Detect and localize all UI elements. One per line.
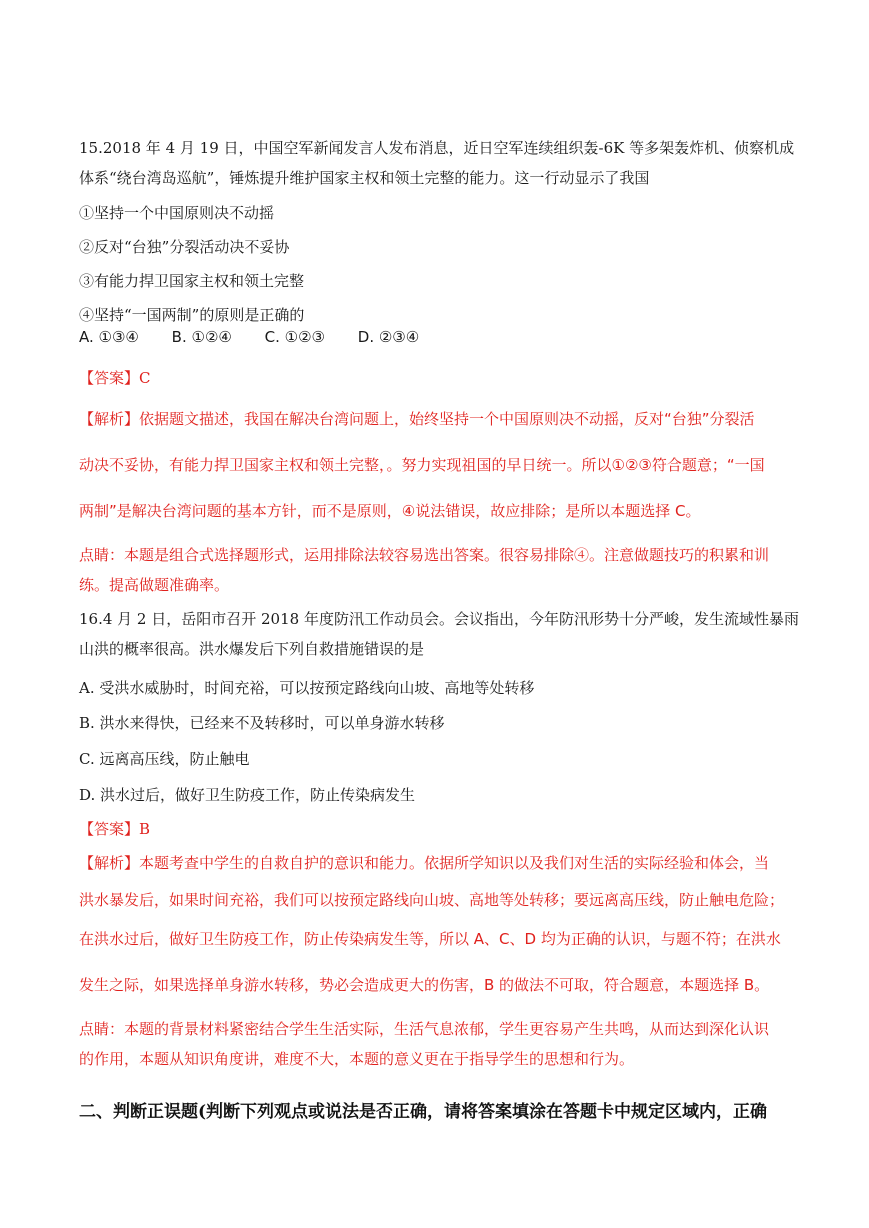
q16-option-d: D. 洪水过后，做好卫生防疫工作，防止传染病发生 [79, 786, 416, 804]
q15-option-3: ③有能力捍卫国家主权和领土完整 [79, 272, 305, 290]
q15-option-2: ②反对“台独”分裂活动决不妥协 [79, 238, 290, 256]
q15-choice-d: D. ②③④ [357, 328, 420, 346]
section2-heading: 二、判断正误题(判断下列观点或说法是否正确，请将答案填涂在答题卡中规定区域内，正确 [79, 1102, 768, 1122]
q16-option-b: B. 洪水来得快，已经来不及转移时，可以单身游水转移 [79, 714, 445, 732]
q15-analysis-line3: 两制”是解决台湾问题的基本方针，而不是原则，④说法错误，故应排除；是所以本题选择 C。 [79, 502, 701, 520]
q16-analysis-line2: 洪水暴发后，如果时间充裕，我们可以按预定路线向山坡、高地等处转移；要远离高压线，防止触电危险； [79, 891, 785, 909]
q16-tip-line1: 点睛：本题的背景材料紧密结合学生生活实际，生活气息浓郁，学生更容易产生共鸣，从而达到深化认识 [79, 1020, 770, 1038]
q15-analysis-line1 [79, 409, 755, 429]
q15-answer: 【答案】C [79, 369, 151, 387]
q16-analysis-tag: 【解析】 [79, 854, 140, 872]
q16-stem-line2: 山洪的概率很高。洪水爆发后下列自救措施错误的是 [79, 640, 425, 658]
q16-analysis-text1: 本题考查中学生的自救自护的意识和能力。依据所学知识以及我们对生活的实际经验和体会，当 [139, 854, 770, 872]
q16-option-a: A. 受洪水威胁时，时间充裕，可以按预定路线向山坡、高地等处转移 [79, 679, 535, 697]
q15-stem-line1: 15.2018 年 4 月 19 日，中国空军新闻发言人发布消息，近日空军连续组织轰-6K 等多架轰炸机、侦察机成 [79, 139, 795, 157]
q15-tip-line1: 点睛：本题是组合式选择题形式，运用排除法较容易选出答案。很容易排除④。注意做题技巧的积累和训 [79, 546, 770, 564]
q15-option-4: ④坚持“一国两制”的原则是正确的 [79, 306, 305, 324]
q15-stem-line2: 体系“绕台湾岛巡航”，锤炼提升维护国家主权和领土完整的能力。这一行动显示了我国 [79, 169, 650, 187]
q16-stem-line1: 16.4 月 2 日，岳阳市召开 2018 年度防汛工作动员会。会议指出，今年防汛形势十分严峻，发生流域性暴雨 [79, 610, 799, 628]
q16-answer: 【答案】B [79, 820, 151, 838]
q15-choice-c: C. ①②③ [264, 328, 325, 346]
q16-tip-line2: 的作用，本题从知识角度讲，难度不大，本题的意义更在于指导学生的思想和行为。 [79, 1050, 635, 1068]
q16-analysis-line3: 在洪水过后，做好卫生防疫工作，防止传染病发生等，所以 A、C、D 均为正确的认识，与题不符；在洪水 [79, 930, 781, 948]
q16-analysis-line1 [79, 853, 769, 873]
q15-choice-a: A. ①③④ [79, 328, 139, 346]
q15-choices [79, 325, 447, 349]
q16-option-c: C. 远离高压线，防止触电 [79, 750, 250, 768]
q15-tip-line2: 练。提高做题准确率。 [79, 576, 230, 594]
q15-analysis-tag: 【解析】 [79, 410, 140, 428]
q15-analysis-text1: 依据题文描述，我国在解决台湾问题上，始终坚持一个中国原则决不动摇，反对“台独”分裂活 [139, 410, 755, 428]
q15-analysis-line2: 动决不妥协，有能力捍卫国家主权和领土完整，。努力实现祖国的早日统一。所以①②③符合题意；“一国 [79, 456, 765, 474]
q16-analysis-line4: 发生之际，如果选择单身游水转移，势必会造成更大的伤害，B 的做法不可取，符合题意，本题选择 B。 [79, 976, 770, 994]
q15-choice-b: B. ①②④ [171, 328, 232, 346]
q15-option-1: ①坚持一个中国原则决不动摇 [79, 204, 275, 222]
